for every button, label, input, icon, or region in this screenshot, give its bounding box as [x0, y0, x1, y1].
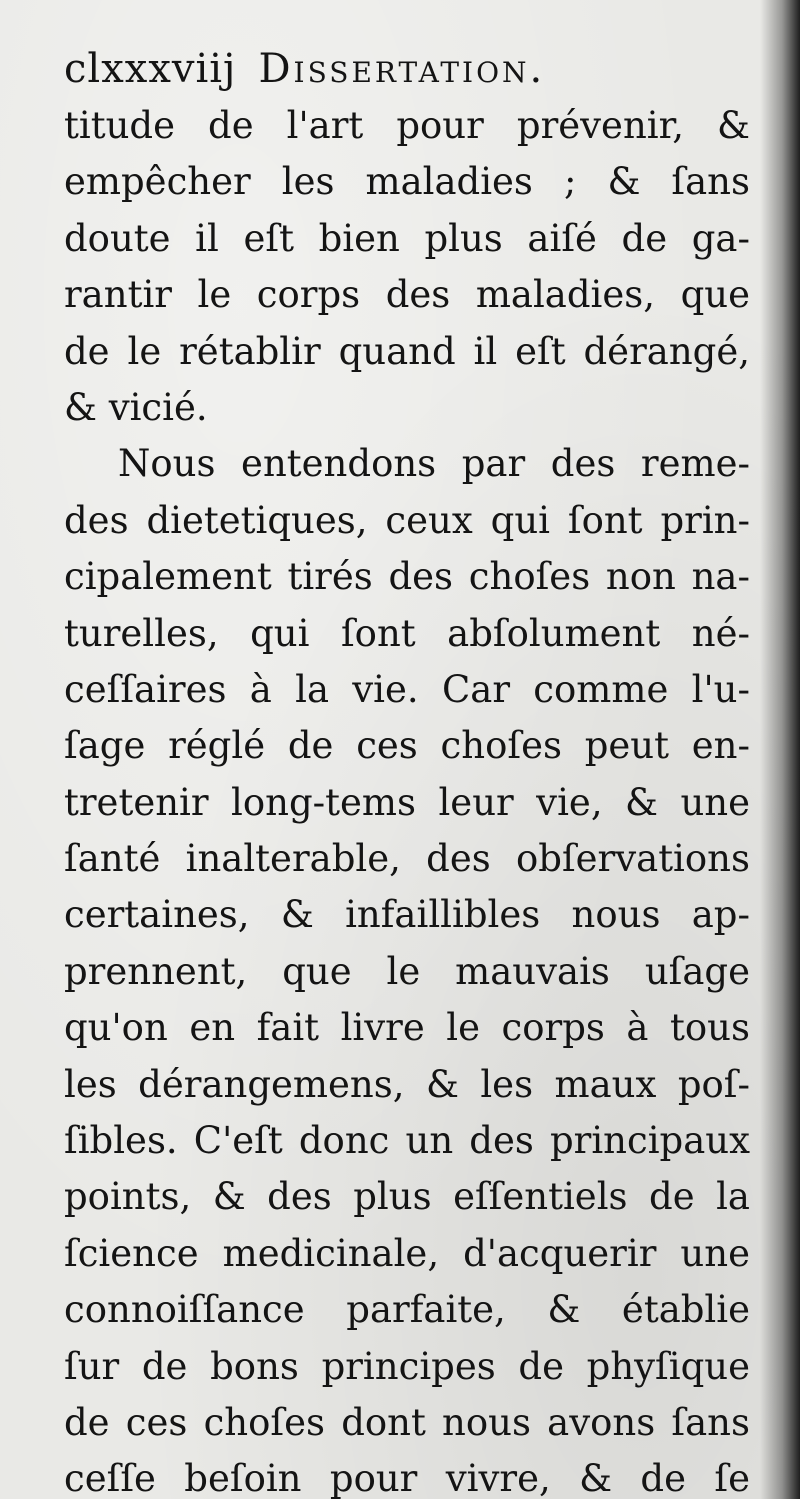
text-line: de le rétablir quand il eſt dérangé, [64, 329, 750, 373]
page-number: clxxxviij [64, 46, 237, 92]
text-line: empêcher les maladies ; & ſans [64, 160, 750, 204]
text-line: ſur de bons principes de phyſique [64, 1344, 750, 1388]
text-block [64, 40, 750, 1499]
text-line: ceſſaires à la vie. Car comme l'u- [64, 667, 750, 711]
running-head [64, 40, 750, 98]
text-line: turelles, qui ſont abſolument né- [64, 611, 750, 655]
text-line: Nous entendons par des reme- [118, 442, 750, 486]
running-title: Dissertation. [258, 46, 546, 92]
text-line: ceſſe beſoin pour vivre, & de ſe [64, 1457, 750, 1499]
text-line: ſibles. C'eſt donc un des principaux [64, 1119, 750, 1163]
text-line: points, & des plus eſſentiels de la [64, 1175, 750, 1219]
text-line: ſanté inalterable, des obſervations [64, 837, 750, 881]
paragraph-1 [64, 98, 750, 436]
text-line: connoiſſance parfaite, & établie [64, 1288, 750, 1332]
paragraph-2 [64, 436, 750, 1499]
text-line: de ces choſes dont nous avons ſans [64, 1400, 750, 1444]
text-line: prennent, que le mauvais uſage [64, 949, 750, 993]
text-line: ſage réglé de ces choſes peut en- [64, 724, 750, 768]
text-line: certaines, & infaillibles nous ap- [64, 893, 750, 937]
text-line: titude de l'art pour prévenir, & [64, 104, 750, 147]
text-line: des dietetiques, ceux qui ſont prin- [64, 498, 750, 542]
page-edge-shadow [760, 0, 800, 1499]
text-line: les dérangemens, & les maux poſ- [64, 1062, 750, 1106]
text-line: doute il eſt bien plus aiſé de ga- [64, 216, 750, 260]
text-line: cipalement tirés des choſes non na- [64, 555, 750, 599]
text-line: rantir le corps des maladies, que [64, 273, 750, 317]
text-line: qu'on en fait livre le corps à tous [64, 1006, 750, 1050]
text-line: ſcience medicinale, d'acquerir une [64, 1231, 750, 1275]
text-line: tretenir long-tems leur vie, & une [64, 780, 750, 824]
text-line: & vicié. [64, 385, 208, 429]
